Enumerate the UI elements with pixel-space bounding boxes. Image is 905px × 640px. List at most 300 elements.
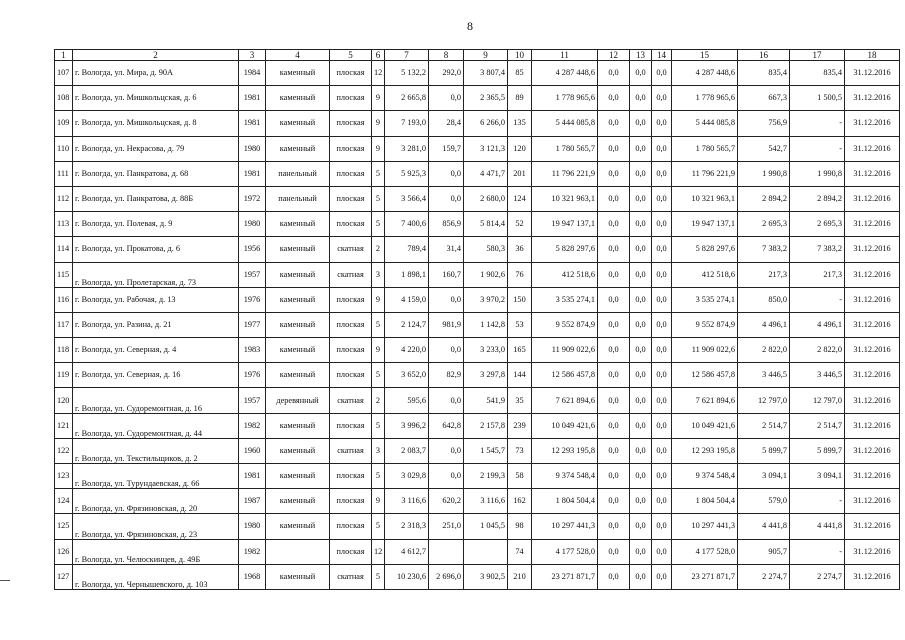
residential-area-cell: 3 297,8 <box>464 363 508 388</box>
floors-cell: 9 <box>372 86 385 111</box>
row-number-cell: 124 <box>55 489 73 514</box>
limit-cost-cell: - <box>790 489 845 514</box>
address-cell: г. Вологда, ул. Прокатова, д. 6 <box>73 237 239 262</box>
cost-per-sqm-cell: 667,3 <box>738 86 790 111</box>
budget-share-cell: 0,0 <box>630 186 652 211</box>
limit-cost-cell: - <box>790 539 845 564</box>
limit-cost-cell: 2 894,2 <box>790 186 845 211</box>
owners-funds-cell: 10 049 421,6 <box>672 413 738 438</box>
owners-share-cell: 0,0 <box>652 136 672 161</box>
residential-area-cell: 1 545,7 <box>464 438 508 463</box>
residents-cell: 120 <box>508 136 532 161</box>
owners-share-cell: 0,0 <box>652 161 672 186</box>
wall-material-cell: каменный <box>266 338 330 363</box>
table-row <box>55 363 900 388</box>
wall-material-cell: каменный <box>266 464 330 489</box>
wall-material-cell: каменный <box>266 564 330 589</box>
fund-share-cell: 0,0 <box>598 61 630 86</box>
wall-material-cell: панельный <box>266 186 330 211</box>
wall-material-cell: каменный <box>266 413 330 438</box>
nonresidential-area-cell: 0,0 <box>429 161 464 186</box>
budget-share-cell: 0,0 <box>630 413 652 438</box>
roof-type-cell: плоская <box>330 413 372 438</box>
owners-funds-cell: 1 804 504,4 <box>672 489 738 514</box>
table-row <box>55 564 900 589</box>
limit-cost-cell: 5 899,7 <box>790 438 845 463</box>
table-row <box>55 262 900 287</box>
total-cost-cell: 5 444 085,8 <box>532 111 598 136</box>
owners-share-cell: 0,0 <box>652 111 672 136</box>
address-cell: г. Вологда, ул. Панкратова, д. 68 <box>73 161 239 186</box>
year-cell: 1980 <box>239 136 266 161</box>
nonresidential-area-cell: 620,2 <box>429 489 464 514</box>
cost-per-sqm-cell: 850,0 <box>738 287 790 312</box>
completion-date-cell: 31.12.2016 <box>845 438 900 463</box>
residents-cell: 165 <box>508 338 532 363</box>
nonresidential-area-cell: 856,9 <box>429 212 464 237</box>
residents-cell: 74 <box>508 539 532 564</box>
owners-share-cell: 0,0 <box>652 338 672 363</box>
residents-cell: 73 <box>508 438 532 463</box>
fund-share-cell: 0,0 <box>598 111 630 136</box>
completion-date-cell: 31.12.2016 <box>845 413 900 438</box>
cost-per-sqm-cell: 217,3 <box>738 262 790 287</box>
column-number-header: 14 <box>652 50 672 61</box>
row-number-cell: 110 <box>55 136 73 161</box>
total-area-cell: 3 566,4 <box>385 186 429 211</box>
completion-date-cell: 31.12.2016 <box>845 312 900 337</box>
budget-share-cell: 0,0 <box>630 161 652 186</box>
residents-cell: 58 <box>508 464 532 489</box>
owners-funds-cell: 11 909 022,6 <box>672 338 738 363</box>
year-cell: 1981 <box>239 464 266 489</box>
total-cost-cell: 1 778 965,6 <box>532 86 598 111</box>
budget-share-cell: 0,0 <box>630 136 652 161</box>
budget-share-cell: 0,0 <box>630 489 652 514</box>
cost-per-sqm-cell: 2 695,3 <box>738 212 790 237</box>
residential-area-cell: 2 365,5 <box>464 86 508 111</box>
row-number-cell: 117 <box>55 312 73 337</box>
completion-date-cell: 31.12.2016 <box>845 564 900 589</box>
residential-area-cell: 1 045,5 <box>464 514 508 539</box>
residents-cell: 35 <box>508 388 532 413</box>
year-cell: 1981 <box>239 161 266 186</box>
row-number-cell: 121 <box>55 413 73 438</box>
table-row <box>55 338 900 363</box>
residents-cell: 36 <box>508 237 532 262</box>
fund-share-cell: 0,0 <box>598 388 630 413</box>
owners-share-cell: 0,0 <box>652 61 672 86</box>
total-cost-cell: 1 804 504,4 <box>532 489 598 514</box>
fund-share-cell: 0,0 <box>598 262 630 287</box>
budget-share-cell: 0,0 <box>630 61 652 86</box>
owners-funds-cell: 3 535 274,1 <box>672 287 738 312</box>
fund-share-cell: 0,0 <box>598 161 630 186</box>
total-area-cell: 3 652,0 <box>385 363 429 388</box>
residential-area-cell: 2 199,3 <box>464 464 508 489</box>
residents-cell: 76 <box>508 262 532 287</box>
completion-date-cell: 31.12.2016 <box>845 186 900 211</box>
completion-date-cell: 31.12.2016 <box>845 388 900 413</box>
nonresidential-area-cell: 31,4 <box>429 237 464 262</box>
limit-cost-cell: 12 797,0 <box>790 388 845 413</box>
residential-area-cell: 4 471,7 <box>464 161 508 186</box>
owners-share-cell: 0,0 <box>652 388 672 413</box>
owners-share-cell: 0,0 <box>652 237 672 262</box>
total-cost-cell: 9 374 548,4 <box>532 464 598 489</box>
table-row <box>55 237 900 262</box>
row-number-cell: 114 <box>55 237 73 262</box>
total-cost-cell: 23 271 871,7 <box>532 564 598 589</box>
budget-share-cell: 0,0 <box>630 111 652 136</box>
column-number-header: 11 <box>532 50 598 61</box>
limit-cost-cell: 3 094,1 <box>790 464 845 489</box>
roof-type-cell: скатная <box>330 438 372 463</box>
total-cost-cell: 412 518,6 <box>532 262 598 287</box>
fund-share-cell: 0,0 <box>598 363 630 388</box>
owners-funds-cell: 4 177 528,0 <box>672 539 738 564</box>
total-cost-cell: 10 297 441,3 <box>532 514 598 539</box>
total-cost-cell: 10 049 421,6 <box>532 413 598 438</box>
budget-share-cell: 0,0 <box>630 86 652 111</box>
limit-cost-cell: 1 990,8 <box>790 161 845 186</box>
completion-date-cell: 31.12.2016 <box>845 212 900 237</box>
limit-cost-cell: 4 441,8 <box>790 514 845 539</box>
floors-cell: 3 <box>372 262 385 287</box>
owners-funds-cell: 7 621 894,6 <box>672 388 738 413</box>
residents-cell: 89 <box>508 86 532 111</box>
wall-material-cell: каменный <box>266 262 330 287</box>
owners-share-cell: 0,0 <box>652 186 672 211</box>
cost-per-sqm-cell: 4 441,8 <box>738 514 790 539</box>
residential-area-cell: 541,9 <box>464 388 508 413</box>
total-cost-cell: 1 780 565,7 <box>532 136 598 161</box>
total-area-cell: 10 230,6 <box>385 564 429 589</box>
owners-funds-cell: 1 778 965,6 <box>672 86 738 111</box>
completion-date-cell: 31.12.2016 <box>845 489 900 514</box>
total-area-cell: 7 193,0 <box>385 111 429 136</box>
table-row <box>55 539 900 564</box>
budget-share-cell: 0,0 <box>630 564 652 589</box>
address-cell: г. Вологда, ул. Чернышевского, д. 103 <box>73 564 239 589</box>
fund-share-cell: 0,0 <box>598 312 630 337</box>
total-cost-cell: 11 796 221,9 <box>532 161 598 186</box>
total-area-cell: 3 116,6 <box>385 489 429 514</box>
roof-type-cell: плоская <box>330 287 372 312</box>
total-cost-cell: 3 535 274,1 <box>532 287 598 312</box>
floors-cell: 9 <box>372 287 385 312</box>
address-cell: г. Вологда, ул. Рабочая, д. 13 <box>73 287 239 312</box>
residents-cell: 85 <box>508 61 532 86</box>
roof-type-cell: плоская <box>330 464 372 489</box>
residential-area-cell: 3 902,5 <box>464 564 508 589</box>
roof-type-cell: плоская <box>330 161 372 186</box>
completion-date-cell: 31.12.2016 <box>845 237 900 262</box>
owners-share-cell: 0,0 <box>652 539 672 564</box>
year-cell: 1987 <box>239 489 266 514</box>
roof-type-cell: плоская <box>330 212 372 237</box>
table-row <box>55 86 900 111</box>
row-number-cell: 118 <box>55 338 73 363</box>
column-number-header: 3 <box>239 50 266 61</box>
limit-cost-cell: - <box>790 136 845 161</box>
owners-funds-cell: 12 586 457,8 <box>672 363 738 388</box>
row-number-cell: 122 <box>55 438 73 463</box>
wall-material-cell: каменный <box>266 61 330 86</box>
address-cell: г. Вологда, ул. Панкратова, д. 88Б <box>73 186 239 211</box>
residential-area-cell: 2 157,8 <box>464 413 508 438</box>
cost-per-sqm-cell: 756,9 <box>738 111 790 136</box>
fund-share-cell: 0,0 <box>598 186 630 211</box>
total-area-cell: 4 612,7 <box>385 539 429 564</box>
cost-per-sqm-cell: 905,7 <box>738 539 790 564</box>
address-cell: г. Вологда, ул. Текстильщиков, д. 2 <box>73 438 239 463</box>
owners-share-cell: 0,0 <box>652 312 672 337</box>
column-number-header: 8 <box>429 50 464 61</box>
floors-cell: 3 <box>372 438 385 463</box>
column-number-header: 6 <box>372 50 385 61</box>
owners-share-cell: 0,0 <box>652 489 672 514</box>
nonresidential-area-cell: 2 696,0 <box>429 564 464 589</box>
residents-cell: 201 <box>508 161 532 186</box>
fund-share-cell: 0,0 <box>598 539 630 564</box>
fund-share-cell: 0,0 <box>598 287 630 312</box>
budget-share-cell: 0,0 <box>630 312 652 337</box>
wall-material-cell: каменный <box>266 514 330 539</box>
owners-share-cell: 0,0 <box>652 86 672 111</box>
limit-cost-cell: 217,3 <box>790 262 845 287</box>
owners-share-cell: 0,0 <box>652 413 672 438</box>
completion-date-cell: 31.12.2016 <box>845 514 900 539</box>
owners-funds-cell: 1 780 565,7 <box>672 136 738 161</box>
cost-per-sqm-cell: 2 514,7 <box>738 413 790 438</box>
floors-cell: 5 <box>372 564 385 589</box>
owners-funds-cell: 10 321 963,1 <box>672 186 738 211</box>
residents-cell: 239 <box>508 413 532 438</box>
budget-share-cell: 0,0 <box>630 287 652 312</box>
owners-funds-cell: 19 947 137,1 <box>672 212 738 237</box>
total-cost-cell: 12 293 195,8 <box>532 438 598 463</box>
owners-funds-cell: 5 828 297,6 <box>672 237 738 262</box>
wall-material-cell <box>266 539 330 564</box>
row-number-cell: 108 <box>55 86 73 111</box>
wall-material-cell: каменный <box>266 86 330 111</box>
year-cell: 1977 <box>239 312 266 337</box>
limit-cost-cell: - <box>790 111 845 136</box>
row-number-cell: 126 <box>55 539 73 564</box>
row-number-cell: 119 <box>55 363 73 388</box>
column-number-header: 15 <box>672 50 738 61</box>
total-area-cell: 595,6 <box>385 388 429 413</box>
nonresidential-area-cell: 292,0 <box>429 61 464 86</box>
table-row <box>55 413 900 438</box>
year-cell: 1980 <box>239 212 266 237</box>
cost-per-sqm-cell: 7 383,2 <box>738 237 790 262</box>
column-number-header: 16 <box>738 50 790 61</box>
fund-share-cell: 0,0 <box>598 136 630 161</box>
completion-date-cell: 31.12.2016 <box>845 111 900 136</box>
cost-per-sqm-cell: 2 822,0 <box>738 338 790 363</box>
cost-per-sqm-cell: 3 094,1 <box>738 464 790 489</box>
nonresidential-area-cell: 981,9 <box>429 312 464 337</box>
owners-share-cell: 0,0 <box>652 564 672 589</box>
owners-funds-cell: 4 287 448,6 <box>672 61 738 86</box>
wall-material-cell: каменный <box>266 237 330 262</box>
limit-cost-cell: - <box>790 287 845 312</box>
completion-date-cell: 31.12.2016 <box>845 363 900 388</box>
completion-date-cell: 31.12.2016 <box>845 86 900 111</box>
completion-date-cell: 31.12.2016 <box>845 338 900 363</box>
limit-cost-cell: 835,4 <box>790 61 845 86</box>
nonresidential-area-cell: 0,0 <box>429 186 464 211</box>
residents-cell: 124 <box>508 186 532 211</box>
budget-share-cell: 0,0 <box>630 363 652 388</box>
owners-share-cell: 0,0 <box>652 514 672 539</box>
floors-cell: 5 <box>372 312 385 337</box>
budget-share-cell: 0,0 <box>630 262 652 287</box>
housing-registry-table <box>54 49 900 590</box>
total-area-cell: 789,4 <box>385 237 429 262</box>
table-row <box>55 464 900 489</box>
wall-material-cell: каменный <box>266 312 330 337</box>
row-number-cell: 123 <box>55 464 73 489</box>
year-cell: 1957 <box>239 388 266 413</box>
row-number-cell: 127 <box>55 564 73 589</box>
owners-funds-cell: 11 796 221,9 <box>672 161 738 186</box>
budget-share-cell: 0,0 <box>630 438 652 463</box>
total-cost-cell: 4 177 528,0 <box>532 539 598 564</box>
budget-share-cell: 0,0 <box>630 338 652 363</box>
owners-share-cell: 0,0 <box>652 438 672 463</box>
limit-cost-cell: 2 514,7 <box>790 413 845 438</box>
address-cell: г. Вологда, ул. Северная, д. 4 <box>73 338 239 363</box>
roof-type-cell: плоская <box>330 61 372 86</box>
table-row <box>55 312 900 337</box>
cost-per-sqm-cell: 835,4 <box>738 61 790 86</box>
owners-share-cell: 0,0 <box>652 464 672 489</box>
cost-per-sqm-cell: 542,7 <box>738 136 790 161</box>
fund-share-cell: 0,0 <box>598 338 630 363</box>
total-cost-cell: 10 321 963,1 <box>532 186 598 211</box>
fund-share-cell: 0,0 <box>598 212 630 237</box>
column-number-header: 12 <box>598 50 630 61</box>
nonresidential-area-cell: 0,0 <box>429 464 464 489</box>
owners-funds-cell: 9 374 548,4 <box>672 464 738 489</box>
owners-share-cell: 0,0 <box>652 287 672 312</box>
column-number-header: 18 <box>845 50 900 61</box>
year-cell: 1976 <box>239 287 266 312</box>
year-cell: 1981 <box>239 111 266 136</box>
total-area-cell: 3 029,8 <box>385 464 429 489</box>
owners-share-cell: 0,0 <box>652 262 672 287</box>
nonresidential-area-cell <box>429 539 464 564</box>
cost-per-sqm-cell: 2 274,7 <box>738 564 790 589</box>
column-number-header: 5 <box>330 50 372 61</box>
address-cell: г. Вологда, ул. Судоремонтная, д. 16 <box>73 388 239 413</box>
address-cell: г. Вологда, ул. Полевая, д. 9 <box>73 212 239 237</box>
row-number-cell: 112 <box>55 186 73 211</box>
address-cell: г. Вологда, ул. Турундаевская, д. 66 <box>73 464 239 489</box>
residential-area-cell: 1 142,8 <box>464 312 508 337</box>
table-row <box>55 212 900 237</box>
completion-date-cell: 31.12.2016 <box>845 61 900 86</box>
wall-material-cell: каменный <box>266 363 330 388</box>
total-area-cell: 1 898,1 <box>385 262 429 287</box>
residents-cell: 162 <box>508 489 532 514</box>
floors-cell: 9 <box>372 489 385 514</box>
cost-per-sqm-cell: 4 496,1 <box>738 312 790 337</box>
residential-area-cell: 2 680,0 <box>464 186 508 211</box>
address-cell: г. Вологда, ул. Мира, д. 90А <box>73 61 239 86</box>
total-area-cell: 2 318,3 <box>385 514 429 539</box>
budget-share-cell: 0,0 <box>630 514 652 539</box>
limit-cost-cell: 7 383,2 <box>790 237 845 262</box>
column-number-header: 17 <box>790 50 845 61</box>
owners-funds-cell: 9 552 874,9 <box>672 312 738 337</box>
limit-cost-cell: 2 274,7 <box>790 564 845 589</box>
year-cell: 1981 <box>239 86 266 111</box>
year-cell: 1968 <box>239 564 266 589</box>
residential-area-cell: 3 970,2 <box>464 287 508 312</box>
total-area-cell: 4 159,0 <box>385 287 429 312</box>
table-row <box>55 489 900 514</box>
total-area-cell: 2 124,7 <box>385 312 429 337</box>
residents-cell: 144 <box>508 363 532 388</box>
owners-funds-cell: 23 271 871,7 <box>672 564 738 589</box>
table-row <box>55 111 900 136</box>
column-number-header: 10 <box>508 50 532 61</box>
roof-type-cell: скатная <box>330 388 372 413</box>
floors-cell: 5 <box>372 514 385 539</box>
fund-share-cell: 0,0 <box>598 514 630 539</box>
residential-area-cell: 5 814,4 <box>464 212 508 237</box>
residents-cell: 150 <box>508 287 532 312</box>
roof-type-cell: плоская <box>330 363 372 388</box>
completion-date-cell: 31.12.2016 <box>845 464 900 489</box>
owners-funds-cell: 10 297 441,3 <box>672 514 738 539</box>
cost-per-sqm-cell: 579,0 <box>738 489 790 514</box>
residents-cell: 210 <box>508 564 532 589</box>
roof-type-cell: плоская <box>330 514 372 539</box>
floors-cell: 5 <box>372 363 385 388</box>
owners-funds-cell: 412 518,6 <box>672 262 738 287</box>
owners-funds-cell: 5 444 085,8 <box>672 111 738 136</box>
table-row <box>55 388 900 413</box>
wall-material-cell: деревянный <box>266 388 330 413</box>
total-area-cell: 4 220,0 <box>385 338 429 363</box>
cost-per-sqm-cell: 2 894,2 <box>738 186 790 211</box>
wall-material-cell: каменный <box>266 212 330 237</box>
total-area-cell: 7 400,6 <box>385 212 429 237</box>
wall-material-cell: каменный <box>266 136 330 161</box>
nonresidential-area-cell: 0,0 <box>429 388 464 413</box>
total-cost-cell: 11 909 022,6 <box>532 338 598 363</box>
residents-cell: 53 <box>508 312 532 337</box>
nonresidential-area-cell: 0,0 <box>429 86 464 111</box>
total-area-cell: 3 996,2 <box>385 413 429 438</box>
residential-area-cell: 6 266,0 <box>464 111 508 136</box>
row-number-cell: 115 <box>55 262 73 287</box>
nonresidential-area-cell: 251,0 <box>429 514 464 539</box>
nonresidential-area-cell: 0,0 <box>429 438 464 463</box>
roof-type-cell: плоская <box>330 338 372 363</box>
total-cost-cell: 12 586 457,8 <box>532 363 598 388</box>
floors-cell: 9 <box>372 136 385 161</box>
address-cell: г. Вологда, ул. Челюскинцев, д. 49Б <box>73 539 239 564</box>
limit-cost-cell: 3 446,5 <box>790 363 845 388</box>
roof-type-cell: плоская <box>330 136 372 161</box>
limit-cost-cell: 4 496,1 <box>790 312 845 337</box>
